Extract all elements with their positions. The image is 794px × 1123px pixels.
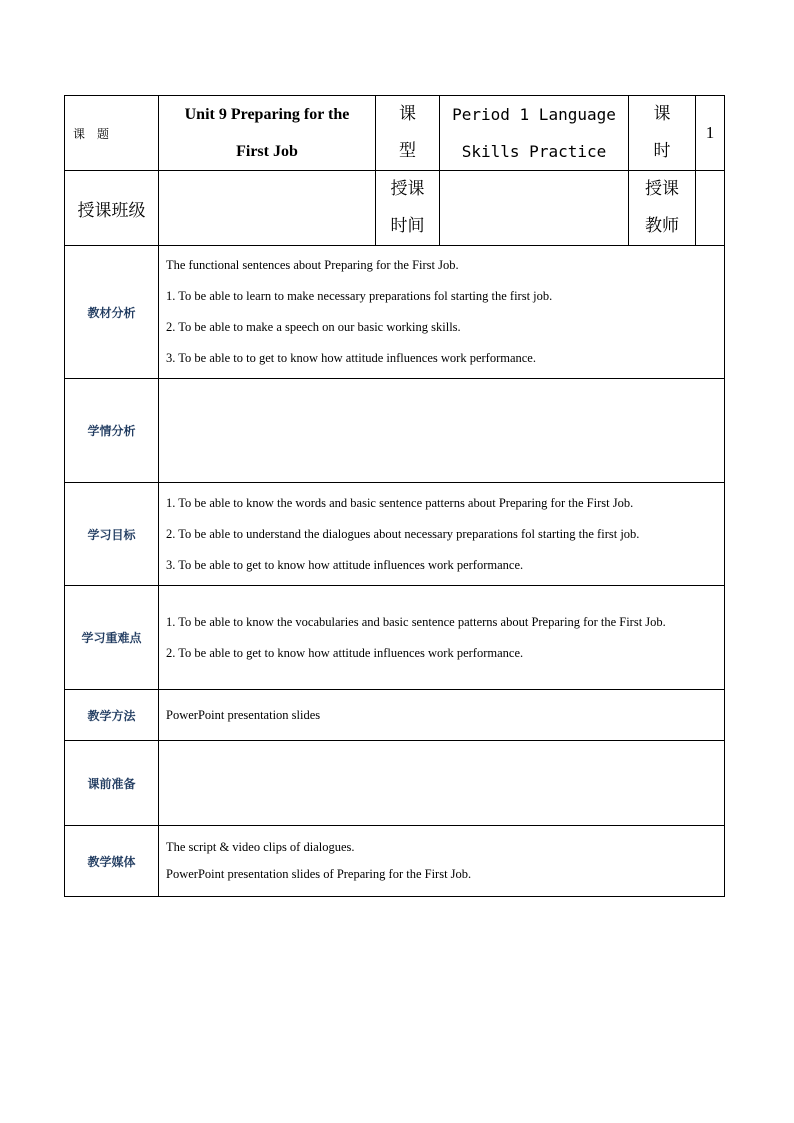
method-line-1: PowerPoint presentation slides	[166, 707, 321, 722]
material-line-3: 2. To be able to make a speech on our basic working skills.	[166, 320, 461, 334]
type-value	[440, 96, 629, 171]
type-label	[376, 96, 440, 171]
hours-label	[629, 96, 696, 171]
material-line-2: 1. To be able to learn to make necessary preparations fol starting the first job.	[166, 289, 553, 303]
objective-line-2: 2. To be able to understand the dialogues about necessary preparations fol starting the first job.	[166, 526, 640, 541]
learner-analysis-label: 学情分析	[65, 379, 159, 483]
media-content	[159, 826, 725, 897]
teacher-label-line-1: 授课	[645, 179, 679, 199]
preparation-content	[159, 741, 725, 826]
material-analysis-row	[65, 246, 725, 379]
material-line-1: The functional sentences about Preparing for the First Job.	[166, 258, 459, 272]
objective-line-3: 3. To be able to get to know how attitude influences work performance.	[166, 557, 524, 572]
objectives-content	[159, 483, 725, 586]
teacher-label-line-2: 教师	[645, 216, 679, 236]
hours-label-line-2: 时	[653, 141, 671, 161]
class-label: 授课班级	[65, 171, 159, 246]
time-label-line-2: 时间	[390, 216, 425, 236]
objectives-row	[65, 483, 725, 586]
lesson-plan-table	[64, 95, 725, 897]
key-points-content	[159, 586, 725, 690]
material-analysis-content	[159, 246, 725, 379]
topic-line-2: First Job	[236, 143, 298, 160]
learner-analysis-row	[65, 379, 725, 483]
methods-label: 教学方法	[65, 690, 159, 741]
header-row	[65, 96, 725, 171]
class-row	[65, 171, 725, 246]
teacher-label	[629, 171, 696, 246]
type-label-line-2: 型	[399, 141, 416, 161]
objectives-label: 学习目标	[65, 483, 159, 586]
hours-value: 1	[696, 96, 725, 171]
methods-content	[159, 690, 725, 741]
material-line-4: 3. To be able to to get to know how attitude influences work performance.	[166, 351, 536, 365]
media-label: 教学媒体	[65, 826, 159, 897]
topic-label: 课 题	[65, 96, 159, 171]
type-label-line-1: 课	[399, 104, 416, 124]
class-value	[159, 171, 376, 246]
preparation-row	[65, 741, 725, 826]
type-line-2: Skills Practice	[461, 142, 607, 161]
media-line-2: PowerPoint presentation slides of Preparing for the First Job.	[166, 867, 472, 881]
time-label	[376, 171, 440, 246]
time-label-line-1: 授课	[390, 179, 425, 199]
topic-value	[159, 96, 376, 171]
key-point-line-1: 1. To be able to know the vocabularies and basic sentence patterns about Preparing for the First Job.	[166, 614, 666, 629]
time-value	[440, 171, 629, 246]
key-points-row	[65, 586, 725, 690]
material-analysis-label: 教材分析	[65, 246, 159, 379]
objective-line-1: 1. To be able to know the words and basic sentence patterns about Preparing for the First Job.	[166, 495, 634, 510]
learner-analysis-content	[159, 379, 725, 483]
topic-line-1: Unit 9 Preparing for the	[184, 106, 350, 123]
key-point-line-2: 2. To be able to get to know how attitude influences work performance.	[166, 645, 524, 660]
teacher-value	[696, 171, 725, 246]
methods-row	[65, 690, 725, 741]
key-points-label: 学习重难点	[65, 586, 159, 690]
media-line-1: The script & video clips of dialogues.	[166, 840, 355, 854]
preparation-label: 课前准备	[65, 741, 159, 826]
media-row	[65, 826, 725, 897]
type-line-1: Period 1 Language	[452, 105, 616, 124]
hours-label-line-1: 课	[653, 104, 671, 124]
